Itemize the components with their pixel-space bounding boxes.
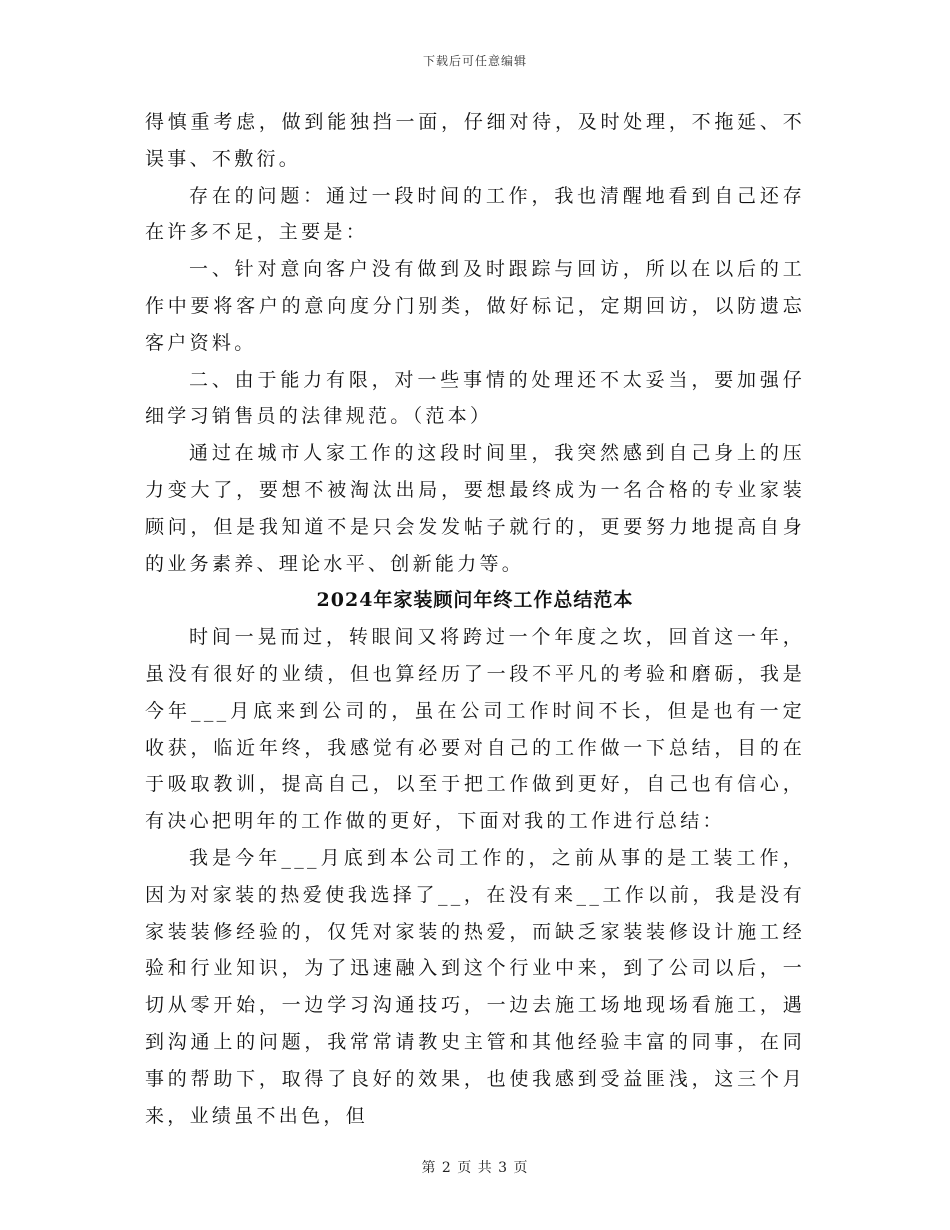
paragraph-problem-one: 一、针对意向客户没有做到及时跟踪与回访，所以在以后的工作中要将客户的意向度分门别类，做好标记，定期回访，以防遗忘客户资料。 <box>145 258 805 354</box>
paragraph-work-history: 我是今年___月底到本公司工作的，之前从事的是工装工作，因为对家装的热爱使我选择了__，在没有来__工作以前，我是没有家装装修经验的，仅凭对家装的热爱，而缺乏家装装修设计施工经验和行业知识，为了迅速融入到这个行业中来，到了公司以后，一切从零开始，一边学习沟通技巧，一边去施工场地现场看施工，遇到沟通上的问题，我常常请教史主管和其他经验丰富的同事，在同事的帮助下，取得了良好的效果，也使我感到受益匪浅，这三个月来，业绩虽不出色，但 <box>145 846 805 1127</box>
section-title: 2024年家装顾问年终工作总结范本 <box>316 589 634 612</box>
paragraph-reflection: 通过在城市人家工作的这段时间里，我突然感到自己身上的压力变大了，要想不被淘汰出局，要想最终成为一名合格的专业家装顾问，但是我知道不是只会发发帖子就行的，更要努力地提高自身的业务素养、理论水平、创新能力等。 <box>145 442 805 575</box>
paragraph-problems-intro: 存在的问题：通过一段时间的工作，我也清醒地看到自己还存在许多不足，主要是： <box>145 184 805 244</box>
page-number: 第 2 页 共 3 页 <box>421 1160 529 1176</box>
document-body <box>145 104 805 1134</box>
paragraph-continuation: 得慎重考虑，做到能独挡一面，仔细对待，及时处理，不拖延、不误事、不敷衍。 <box>145 111 805 170</box>
paragraph-problem-two: 二、由于能力有限，对一些事情的处理还不太妥当，要加强仔细学习销售员的法律规范。（范本） <box>145 368 805 428</box>
paragraph-summary-intro: 时间一晃而过，转眼间又将跨过一个年度之坎，回首这一年，虽没有很好的业绩，但也算经历了一段不平凡的考验和磨砺，我是今年___月底来到公司的，虽在公司工作时间不长，但是也有一定收获，临近年终，我感觉有必要对自己的工作做一下总结，目的在于吸取教训，提高自己，以至于把工作做到更好，自己也有信心，有决心把明年的工作做的更好，下面对我的工作进行总结： <box>145 626 805 833</box>
header-note: 下载后可任意编辑 <box>422 54 527 68</box>
